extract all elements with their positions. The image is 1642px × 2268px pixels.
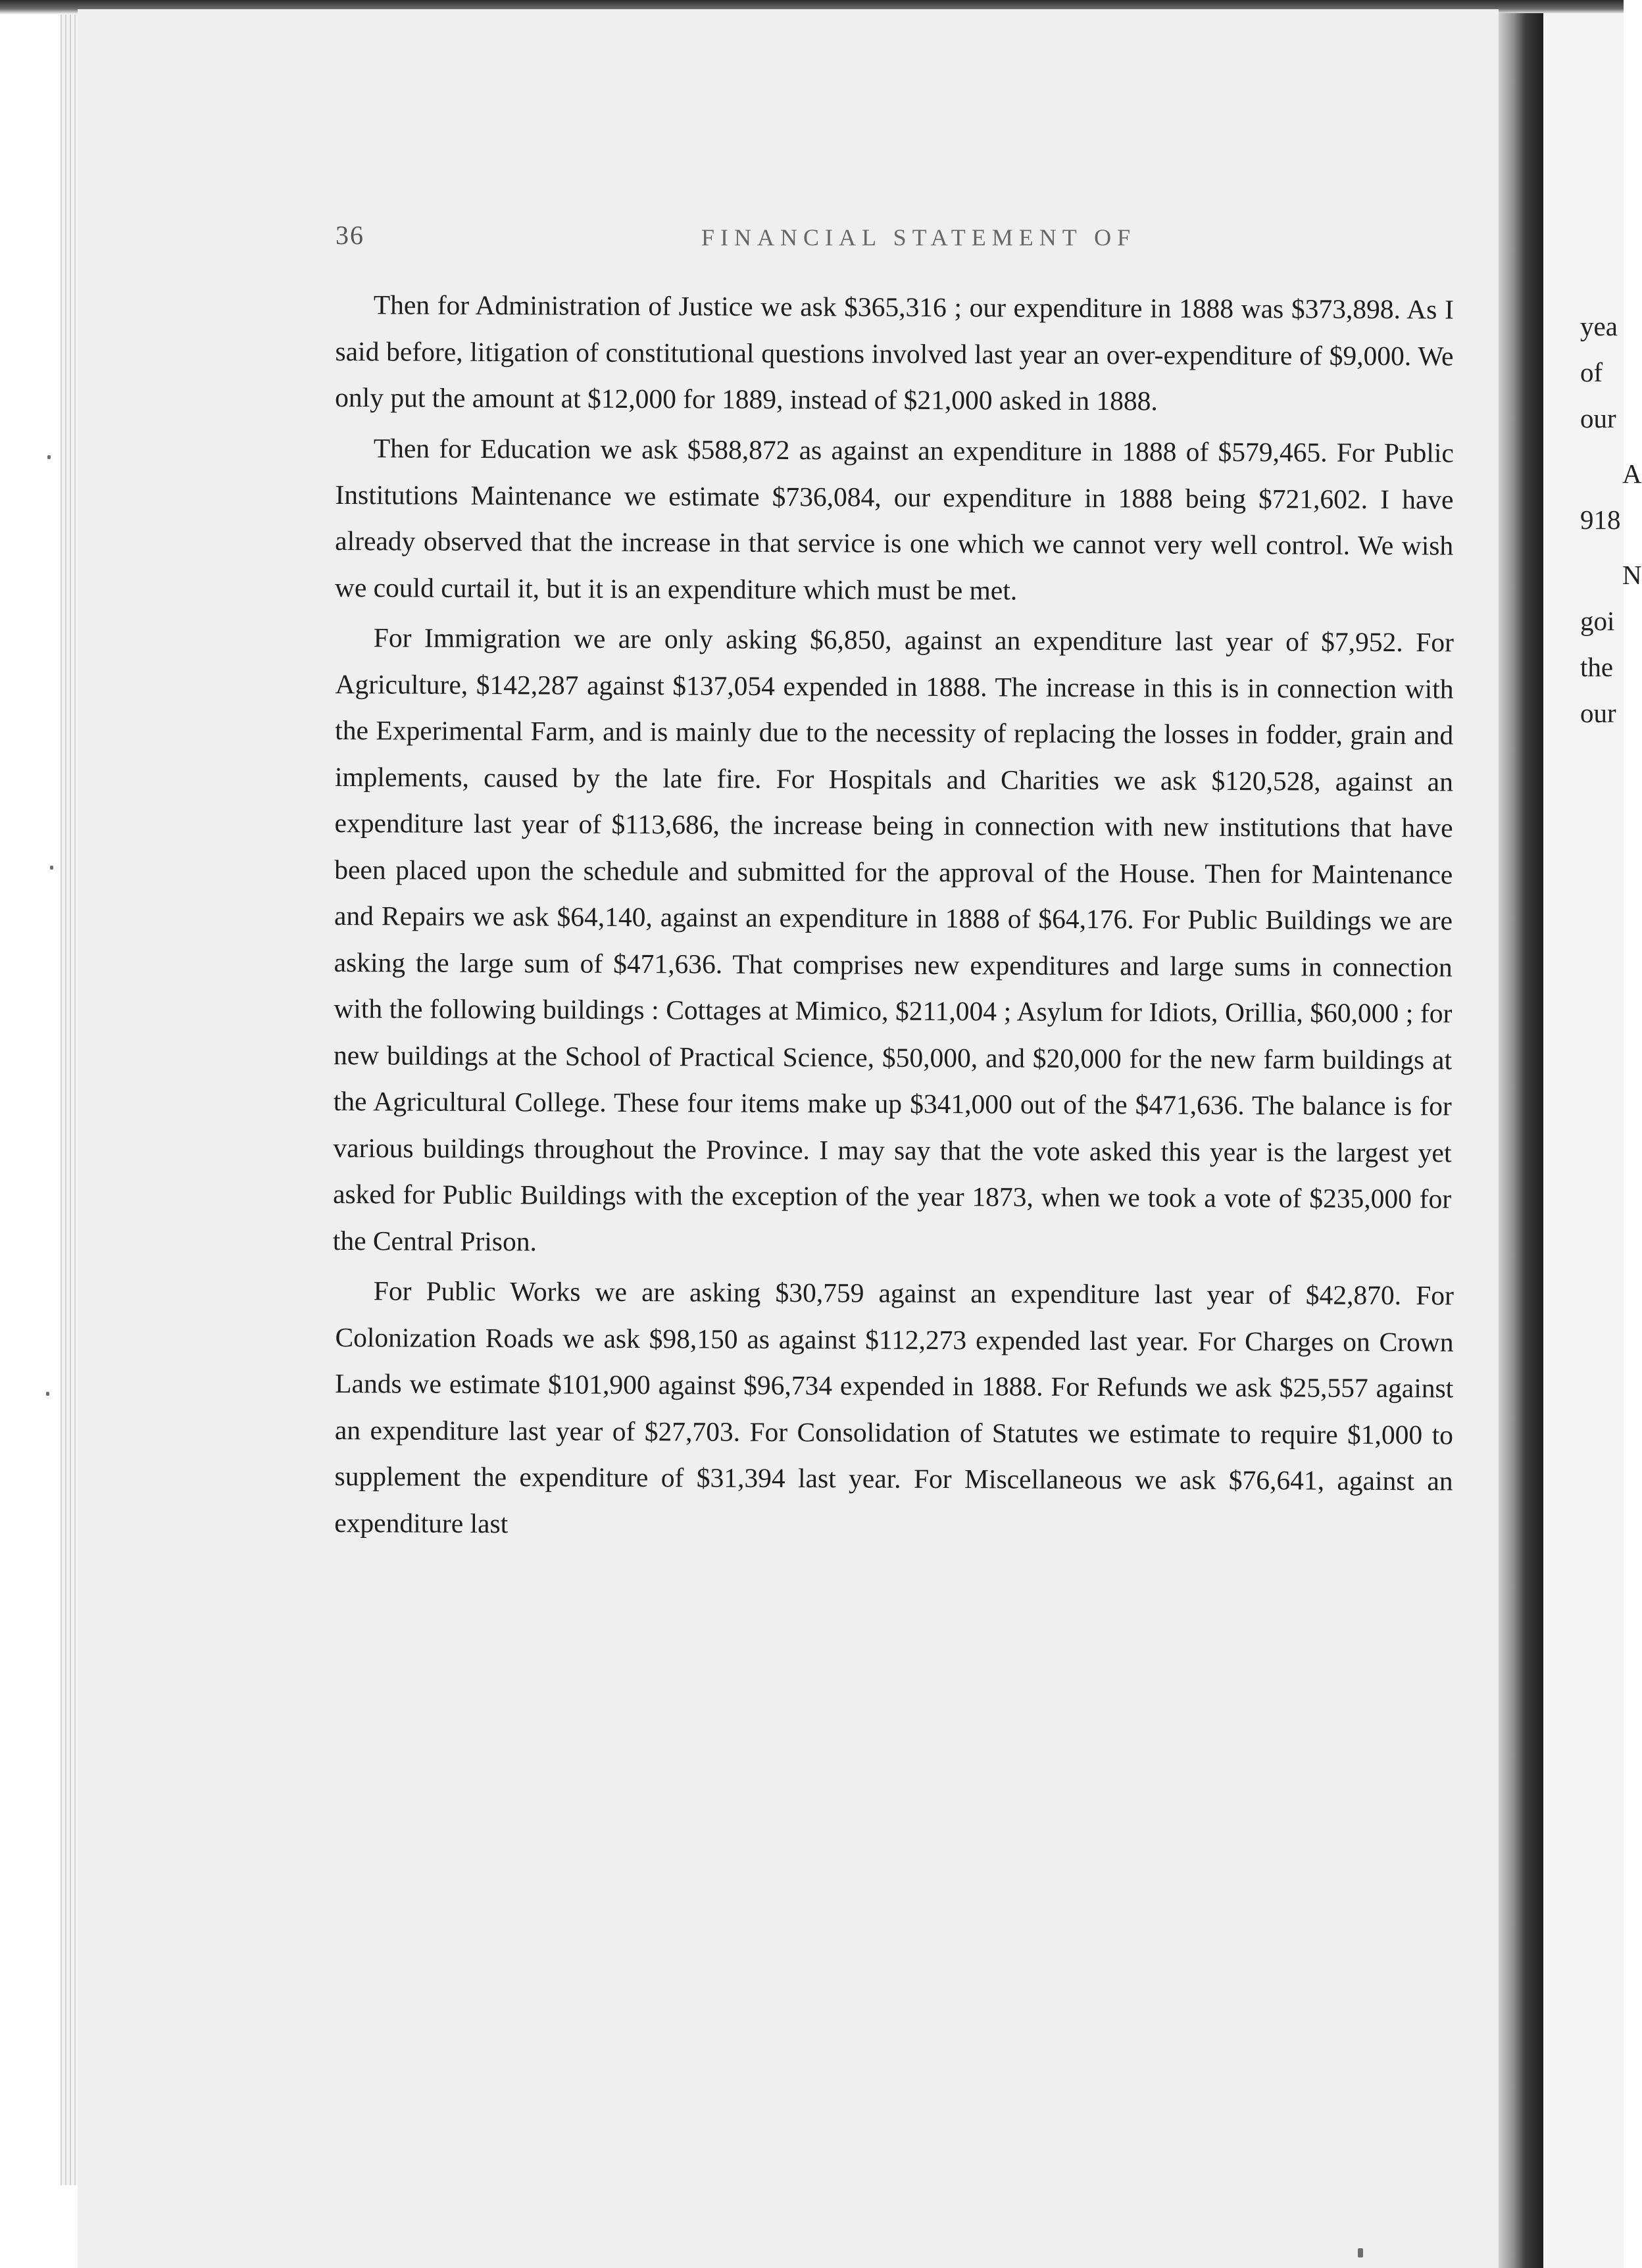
next-page-fragment: our <box>1580 698 1616 728</box>
next-page-fragment: N <box>1622 560 1642 590</box>
next-page-fragment: the <box>1580 652 1614 682</box>
scan-speck <box>1358 2248 1363 2257</box>
next-page-fragment: yea <box>1580 311 1618 341</box>
scan-speck <box>46 1392 49 1396</box>
next-page-fragment: goi <box>1580 606 1615 636</box>
running-title: FINANCIAL STATEMENT OF <box>701 224 1137 251</box>
next-page-fragment: our <box>1580 403 1616 433</box>
page-number: 36 <box>336 220 364 250</box>
next-page-fragment: 918 <box>1580 505 1621 535</box>
body-text <box>332 282 1454 1550</box>
next-page-fragment: of <box>1580 357 1603 387</box>
scan-speck <box>50 866 53 870</box>
paragraph-public-works: For Public Works we are asking $30,759 against an expenditure last year of $42,870. For Colonization Roads we ask $98,150 as against $112,273 expended last year. For Charges on Crown Lands we estimate $101,900 against $96,734 expended in 1888. For Refunds we ask $25,557 against an expenditure last year of $27,703. For Consolidation of Statutes we estimate to require $1,000 to supplement the expenditure of $31,394 last year. For Miscellaneous we ask $76,641, against an expenditure last <box>334 1275 1454 1539</box>
next-page-edge <box>1543 13 1642 2268</box>
page-gutter <box>1499 13 1543 2268</box>
next-page-fragment: A <box>1622 458 1642 489</box>
paragraph-administration-of-justice: Then for Administration of Justice we ask $365,316 ; our expenditure in 1888 was $373,898. As I said before, litigation of constitutional questions involved last year an over-expenditure of $9,000. We only put the amount at $12,000 for 1889, instead of $21,000 asked in 1888. <box>335 289 1454 416</box>
scan-speck <box>47 455 51 459</box>
running-head <box>336 220 1329 259</box>
paragraph-immigration-public-buildings: For Immigration we are only asking $6,850, against an expenditure last year of $7,952. For Agriculture, $142,287 against $137,054 expended in 1888. The increase in this is in connection with the Experimental Farm, and is mainly due to the necessity of replacing the losses in fodder, grain and implements, caused by the late fire. For Hospitals and Charities we ask $120,528, against an expenditure last year of $113,686, the increase being in connection with new institutions that have been placed upon the schedule and submitted for the approval of the House. Then for Maintenance and Repairs we ask $64,140, against an expenditure in 1888 of $64,176. For Public Buildings we are asking the large sum of $471,636. That comprises new expenditures and large sums in connection with the following buildings : Cottages at Mimico, $211,004 ; Asylum for Idiots, Orillia, $60,000 ; for new buildings at the School of Practical Science, $50,000, and $20,000 for the new farm buildings at the Agricultural College. These four items make up $341,000 out of the $471,636. The balance is for various buildings throughout the Province. I may say that the vote asked this year is the largest yet asked for Public Buildings with the exception of the year 1873, when we took a vote of $235,000 for the Central Prison. <box>332 622 1454 1256</box>
paragraph-education: Then for Education we ask $588,872 as against an expenditure in 1888 of $579,465. For Public Institutions Maintenance we estimate $736,084, our expenditure in 1888 being $721,602. I have already observed that the increase in that service is one which we cannot very well control. We wish we could curtail it, but it is an expenditure which must be met. <box>334 432 1454 605</box>
